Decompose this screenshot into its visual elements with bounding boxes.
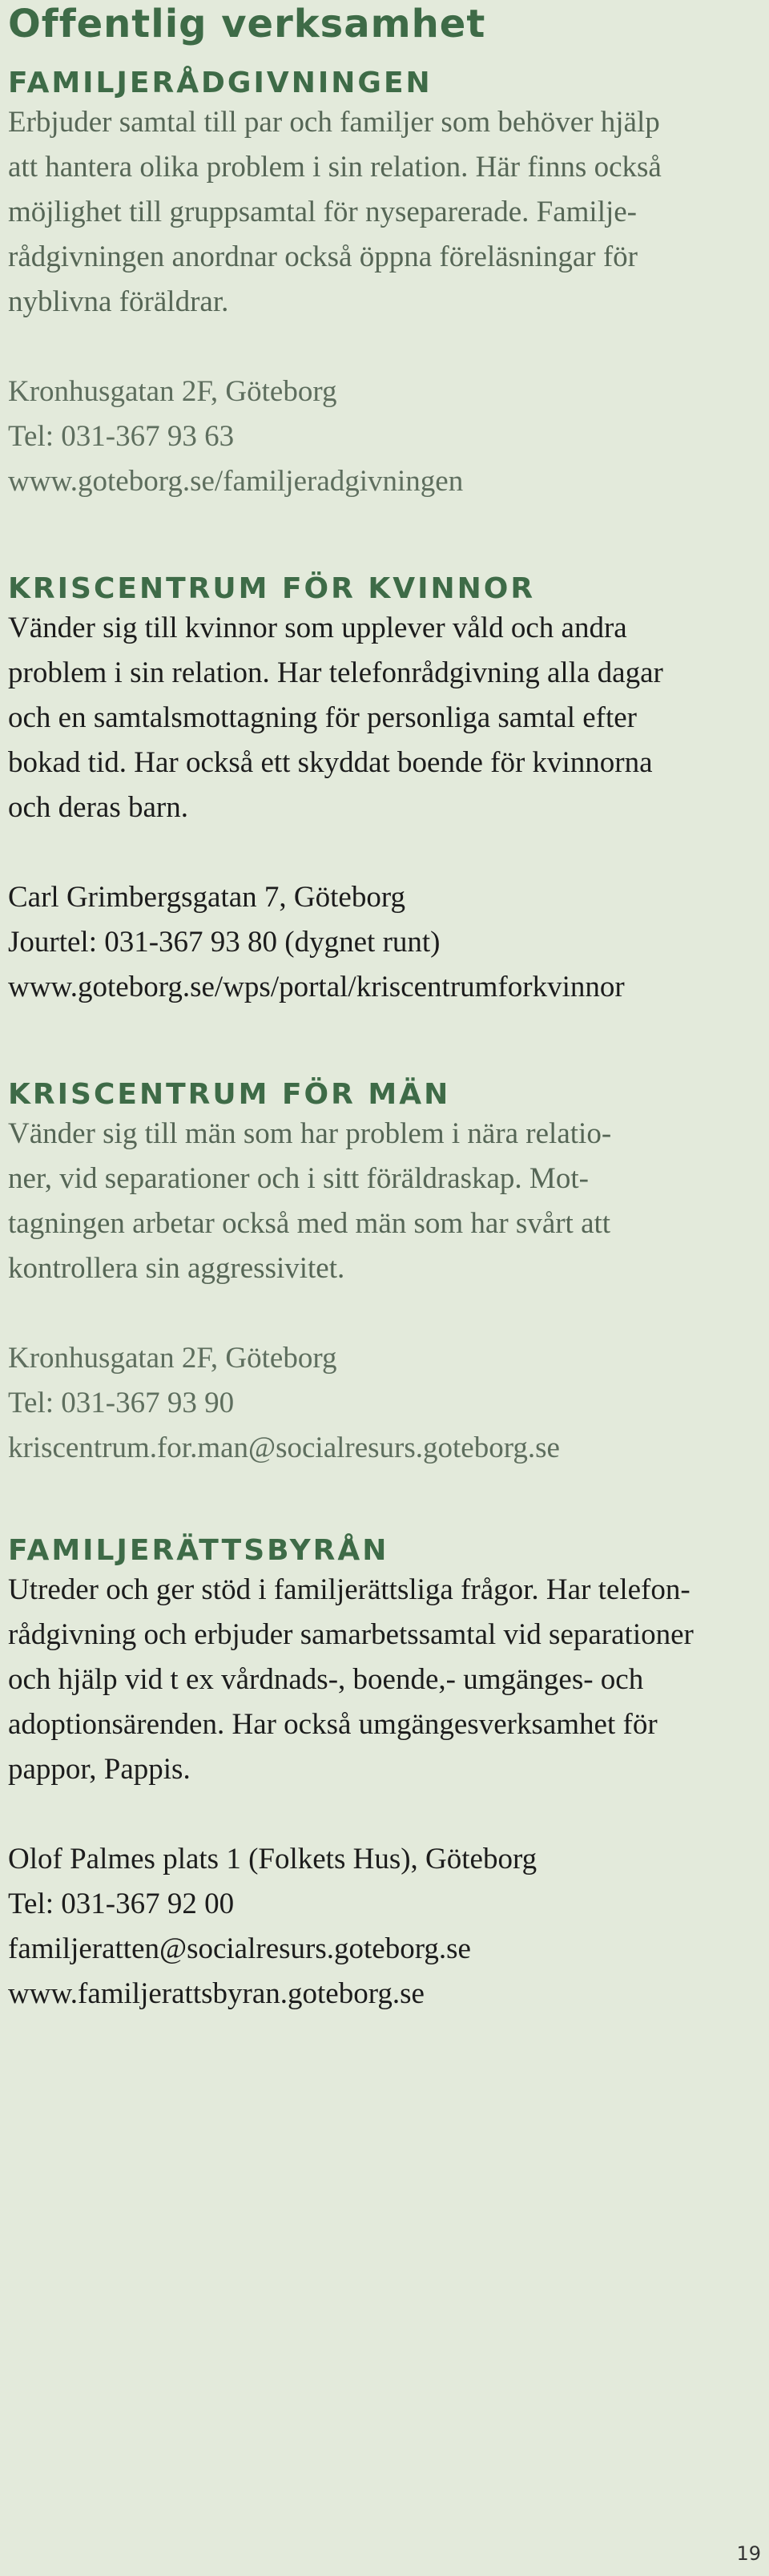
body-line: att hantera olika problem i sin relation. Här finns också [8,151,662,184]
website-link[interactable]: www.goteborg.se/wps/portal/kriscentrumforkvinnor [8,971,625,1003]
body-line: adoptionsärenden. Har också umgängesverksamhet för [8,1708,658,1741]
body-line: problem i sin relation. Har telefonrådgivning alla dagar [8,656,663,689]
address: Kronhusgatan 2F, Göteborg [8,375,337,408]
section-familjerattsbyran [8,1534,761,2017]
body-line: pappor, Pappis. [8,1753,191,1786]
contact-block [8,1837,761,2017]
address: Carl Grimbergsgatan 7, Göteborg [8,881,405,914]
body-line: och hjälp vid t ex vårdnads-, boende,- umgänges- och [8,1663,644,1696]
phone: Tel: 031-367 93 63 [8,420,235,453]
page-number: 19 [736,2542,761,2565]
section-familjeradgivningen [8,67,761,504]
website-link[interactable]: www.familjerattsbyran.goteborg.se [8,1977,425,2010]
section-body [8,100,761,325]
body-line: bokad tid. Har också ett skyddat boende för kvinnorna [8,746,653,779]
body-line: Vänder sig till kvinnor som upplever våld och andra [8,612,627,644]
body-line: tagningen arbetar också med män som har svårt att [8,1207,611,1240]
address: Olof Palmes plats 1 (Folkets Hus), Göteborg [8,1843,537,1875]
body-line: och deras barn. [8,791,188,824]
body-line: Vänder sig till män som har problem i nära relatio- [8,1117,612,1150]
body-line: nyblivna föräldrar. [8,285,229,318]
section-kriscentrum-for-man [8,1078,761,1471]
contact-block [8,875,761,1010]
body-line: Erbjuder samtal till par och familjer som behöver hjälp [8,106,660,139]
section-body [8,1568,761,1792]
phone: Tel: 031-367 92 00 [8,1888,235,1920]
contact-block [8,1336,761,1471]
body-line: möjlighet till gruppsamtal för nyseparerade. Familje- [8,196,638,228]
body-line: rådgivningen anordnar också öppna föreläsningar för [8,240,638,273]
body-line: Utreder och ger stöd i familjerättsliga frågor. Har telefon- [8,1573,690,1606]
body-line: ner, vid separationer och i sitt föräldraskap. Mot- [8,1162,589,1195]
section-heading: FAMILJERÅDGIVNINGEN [8,67,433,99]
contact-block [8,369,761,504]
body-line: och en samtalsmottagning för personliga samtal efter [8,701,637,734]
email-link[interactable]: kriscentrum.for.man@socialresurs.goteborg.se [8,1431,560,1464]
section-heading: KRISCENTRUM FÖR KVINNOR [8,572,536,605]
phone: Jourtel: 031-367 93 80 (dygnet runt) [8,926,441,959]
section-heading: FAMILJERÄTTSBYRÅN [8,1534,389,1567]
body-line: kontrollera sin aggressivitet. [8,1252,345,1285]
address: Kronhusgatan 2F, Göteborg [8,1342,337,1375]
section-body [8,606,761,830]
email-link[interactable]: familjeratten@socialresurs.goteborg.se [8,1932,471,1965]
phone: Tel: 031-367 93 90 [8,1387,235,1419]
website-link[interactable]: www.goteborg.se/familjeradgivningen [8,465,464,498]
page-title: Offentlig verksamhet [8,2,486,46]
section-heading: KRISCENTRUM FÖR MÄN [8,1078,451,1111]
section-kriscentrum-for-kvinnor [8,572,761,1010]
section-body [8,1112,761,1291]
body-line: rådgivning och erbjuder samarbetssamtal vid separationer [8,1618,694,1651]
